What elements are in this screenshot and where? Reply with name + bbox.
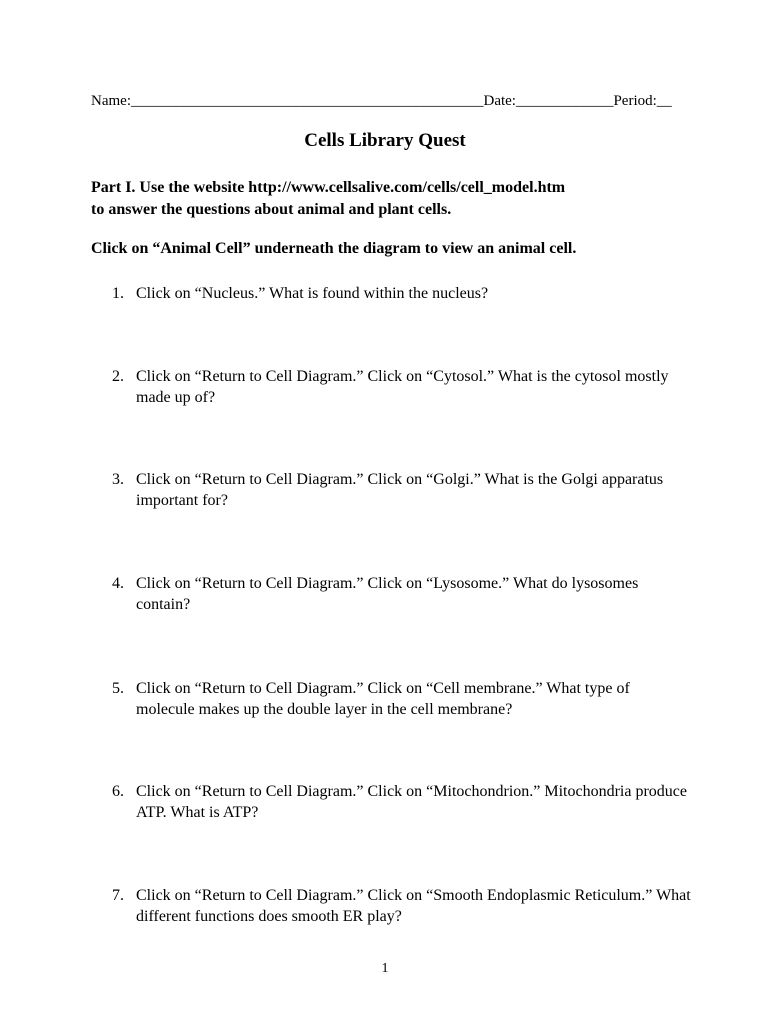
question-text: Click on “Return to Cell Diagram.” Click on “Smooth Endoplasmic Reticulum.” What different functions does smooth ER play? [136, 887, 691, 925]
question-number: 5. [112, 680, 124, 697]
question-4 [112, 573, 692, 615]
name-date-period-line: Name:_______________________________________________Date:_____________Period:__ [91, 93, 672, 109]
question-text: Click on “Return to Cell Diagram.” Click on “Mitochondrion.” Mitochondria produce ATP. What is ATP? [136, 783, 687, 821]
part-one-line-2: to answer the questions about animal and plant cells. [91, 201, 452, 218]
page-number: 1 [381, 961, 389, 976]
part-one-intro [91, 177, 565, 221]
part-one-line-1: Part I. Use the website http://www.cellsalive.com/cells/cell_model.htm [91, 179, 566, 196]
question-1 [112, 283, 692, 304]
question-number: 4. [112, 575, 124, 592]
question-number: 1. [112, 285, 124, 302]
question-6 [112, 781, 692, 823]
question-number: 6. [112, 783, 124, 800]
question-number: 7. [112, 887, 124, 904]
question-number: 2. [112, 368, 124, 385]
question-text: Click on “Return to Cell Diagram.” Click on “Lysosome.” What do lysosomes contain? [136, 575, 639, 613]
question-text: Click on “Return to Cell Diagram.” Click on “Cell membrane.” What type of molecule makes up the double layer in the cell membrane? [136, 680, 630, 718]
question-5 [112, 678, 692, 720]
page-title: Cells Library Quest [304, 130, 466, 151]
question-text: Click on “Return to Cell Diagram.” Click on “Golgi.” What is the Golgi apparatus important for? [136, 471, 664, 509]
question-7 [112, 885, 692, 927]
question-text: Click on “Nucleus.” What is found within the nucleus? [136, 285, 489, 302]
animal-cell-instruction: Click on “Animal Cell” underneath the diagram to view an animal cell. [91, 240, 577, 257]
question-number: 3. [112, 471, 124, 488]
question-text: Click on “Return to Cell Diagram.” Click on “Cytosol.” What is the cytosol mostly made up of? [136, 368, 669, 406]
question-2 [112, 366, 692, 408]
question-3 [112, 469, 692, 511]
